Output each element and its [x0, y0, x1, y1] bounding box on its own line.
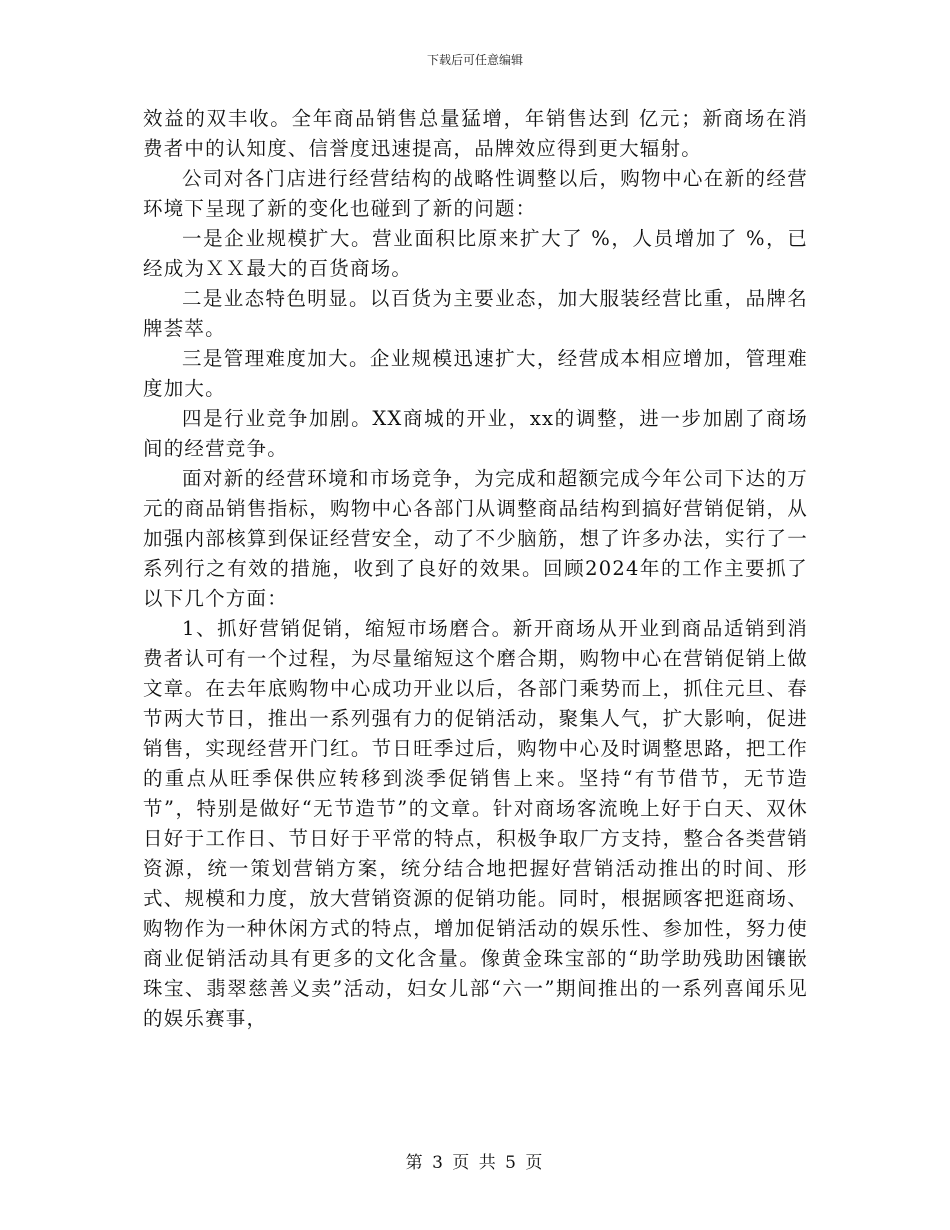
- page-number: 第 3 页 共 5 页: [405, 1153, 545, 1173]
- paragraph: 面对新的经营环境和市场竞争，为完成和超额完成今年公司下达的万元的商品销售指标，购物中心各部门从调整商品结构到搞好营销促销，从加强内部核算到保证经营安全，动了不少脑筋，想了许多办法，实行了一系列行之有效的措施，收到了良好的效果。回顾2024年的工作主要抓了以下几个方面：: [143, 467, 808, 610]
- paragraph-continuation: 效益的双丰收。全年商品销售总量猛增，年销售达到 亿元；新商场在消费者中的认知度、信誉度迅速提高，品牌效应得到更大辐射。: [143, 107, 808, 160]
- paragraph: 1、抓好营销促销，缩短市场磨合。新开商场从开业到商品适销到消费者认可有一个过程，为尽量缩短这个磨合期，购物中心在营销促销上做文章。在去年底购物中心成功开业以后，各部门乘势而上，抓住元旦、春节两大节日，推出一系列强有力的促销活动，聚集人气，扩大影响，促进销售，实现经营开门红。节日旺季过后，购物中心及时调整思路，把工作的重点从旺季保供应转移到淡季促销售上来。坚持“有节借节，无节造节”，特别是做好“无节造节”的文章。针对商场客流晚上好于白天、双休日好于工作日、节日好于平常的特点，积极争取厂方支持，整合各类营销资源，统一策划营销方案，统分结合地把握好营销活动推出的时间、形式、规模和力度，放大营销资源的促销功能。同时，根据顾客把逛商场、购物作为一种休闲方式的特点，增加促销活动的娱乐性、参加性，努力使商业促销活动具有更多的文化含量。像黄金珠宝部的“助学助残助困镶嵌珠宝、翡翠慈善义卖”活动，妇女儿部“六一”期间推出的一系列喜闻乐见的娱乐赛事，: [143, 617, 808, 1030]
- paragraph: 二是业态特色明显。以百货为主要业态，加大服装经营比重，品牌名牌荟萃。: [143, 287, 808, 340]
- paragraph: 公司对各门店进行经营结构的战略性调整以后，购物中心在新的经营环境下呈现了新的变化也碰到了新的问题：: [143, 167, 808, 220]
- paragraph: 四是行业竞争加剧。XX商城的开业，xx的调整，进一步加剧了商场间的经营竞争。: [143, 407, 808, 460]
- paragraph: 三是管理难度加大。企业规模迅速扩大，经营成本相应增加，管理难度加大。: [143, 347, 808, 400]
- document-body: [143, 104, 808, 1034]
- page-header: 下载后可任意编辑: [426, 53, 523, 67]
- paragraph: 一是企业规模扩大。营业面积比原来扩大了 %，人员增加了 %，已经成为ＸＸ最大的百货商场。: [143, 227, 808, 280]
